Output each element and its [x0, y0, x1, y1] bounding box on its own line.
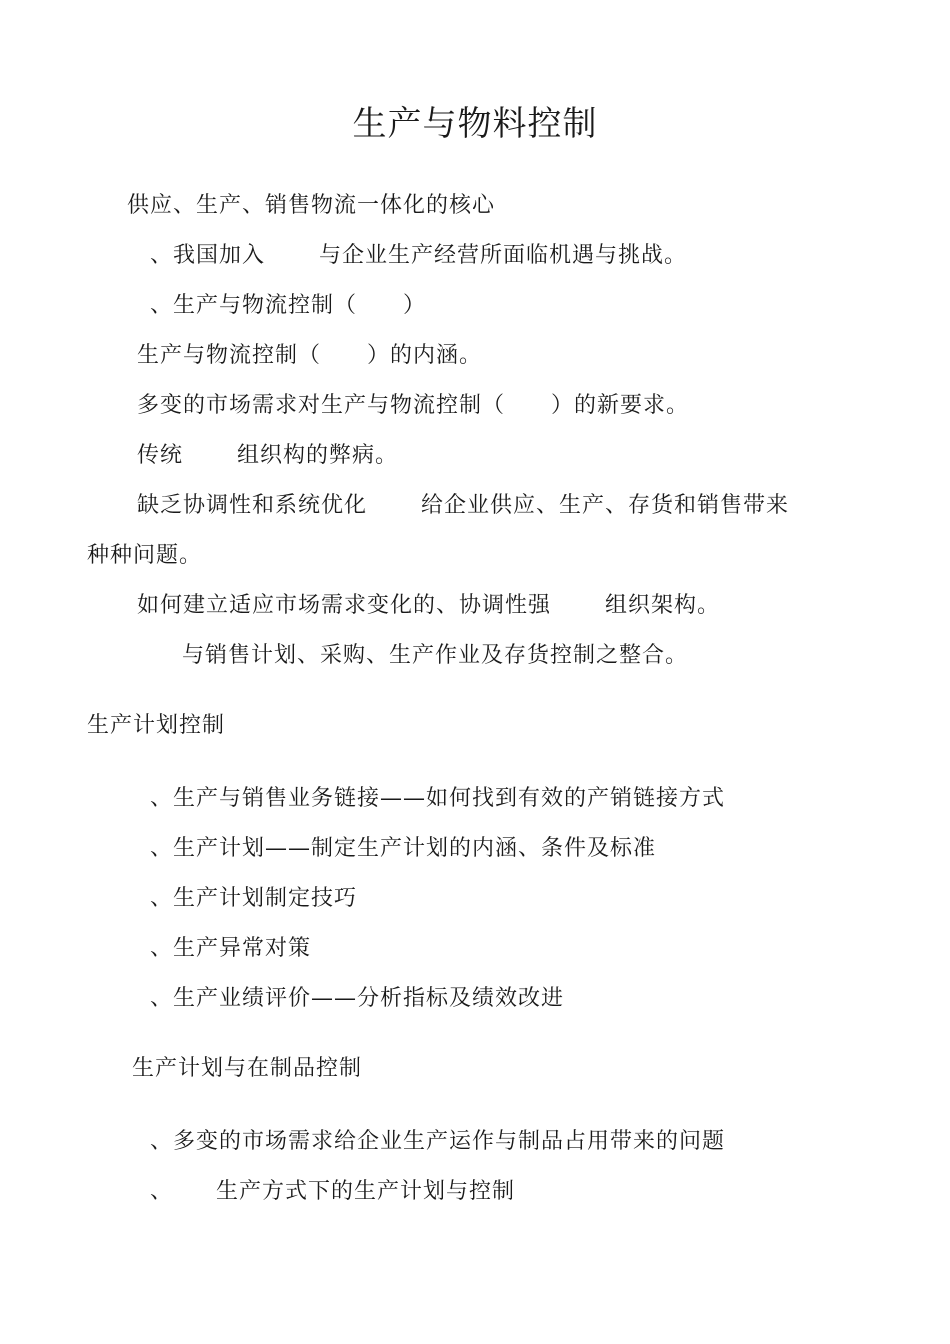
list-item: 、生产计划——制定生产计划的内涵、条件及标准	[150, 836, 657, 861]
section-heading-wip-control: 生产计划与在制品控制	[132, 1056, 363, 1081]
paragraph-line: 如何建立适应市场需求变化的、协调性强 组织架构。	[137, 593, 720, 618]
paragraph-line: 缺乏协调性和系统优化 给企业供应、生产、存货和销售带来	[137, 493, 789, 518]
paragraph-line: 、我国加入 与企业生产经营所面临机遇与挑战。	[150, 243, 687, 268]
paragraph-line: 、生产与物流控制（ ）	[150, 293, 427, 318]
list-item: 、 生产方式下的生产计划与控制	[150, 1179, 515, 1204]
paragraph-line: 与销售计划、采购、生产作业及存货控制之整合。	[182, 643, 689, 668]
document-title: 生产与物料控制	[352, 104, 598, 144]
list-item: 、生产异常对策	[150, 936, 312, 961]
list-item: 、多变的市场需求给企业生产运作与制品占用带来的问题	[150, 1129, 726, 1154]
paragraph-line: 多变的市场需求对生产与物流控制（ ）的新要求。	[137, 393, 690, 418]
list-item: 、生产与销售业务链接——如何找到有效的产销链接方式	[150, 786, 726, 811]
paragraph-line: 传统 组织构的弊病。	[137, 443, 398, 468]
section-heading-logistics-core: 供应、生产、销售物流一体化的核心	[127, 193, 496, 218]
section-heading-production-plan: 生产计划控制	[87, 713, 226, 738]
paragraph-line: 生产与物流控制（ ）的内涵。	[137, 343, 483, 368]
paragraph-line: 种种问题。	[87, 543, 203, 568]
list-item: 、生产业绩评价——分析指标及绩效改进	[150, 986, 565, 1011]
list-item: 、生产计划制定技巧	[150, 886, 358, 911]
